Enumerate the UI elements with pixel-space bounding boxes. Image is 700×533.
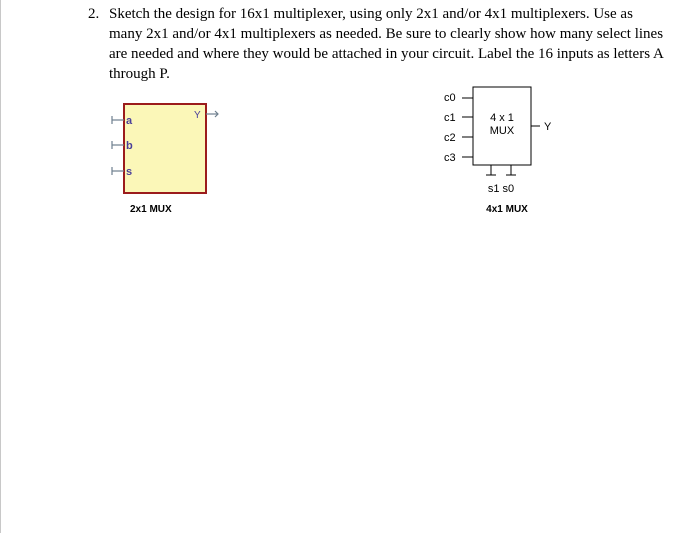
question-text: Sketch the design for 16x1 multiplexer, using only 2x1 and/or 4x1 multiplexers. Use as many 2x1 and/or 4x1 multiplexers as needed. Be sure to clearly show how many select lines are needed and where they would be attached in your circuit. Label the 16 inputs as letters A through P. xyxy=(109,6,664,82)
mux-2x1-input-a-pin xyxy=(112,116,124,124)
mux-4x1-label-line2: MUX xyxy=(489,125,515,137)
mux-4x1-caption: 4x1 MUX xyxy=(486,204,528,215)
mux-2x1-output-label: Y xyxy=(194,110,201,121)
mux-2x1-diagram xyxy=(112,104,218,215)
mux-2x1-input-b-label: b xyxy=(126,140,133,152)
mux-2x1-caption: 2x1 MUX xyxy=(130,204,172,215)
mux-4x1-label-line1: 4 x 1 xyxy=(490,112,514,124)
mux-4x1-select-pins xyxy=(486,165,516,175)
mux-2x1-output-arrow-icon xyxy=(206,111,218,117)
mux-2x1-input-s-pin xyxy=(112,167,124,175)
mux-4x1-input-c3-label: c3 xyxy=(444,152,456,164)
mux-4x1-select-labels: s1 s0 xyxy=(487,183,515,195)
mux-4x1-input-c1-label: c1 xyxy=(444,112,456,124)
question-number: 2. xyxy=(88,6,100,22)
mux-4x1-input-c2-label: c2 xyxy=(444,132,456,144)
mux-2x1-input-s-label: s xyxy=(126,166,133,178)
mux-2x1-input-a-label: a xyxy=(126,115,133,127)
mux-4x1-input-c0-label: c0 xyxy=(444,92,456,104)
mux-4x1-output-label: Y xyxy=(544,121,552,133)
mux-4x1-diagram xyxy=(444,87,552,215)
mux-2x1-input-b-pin xyxy=(112,141,124,149)
